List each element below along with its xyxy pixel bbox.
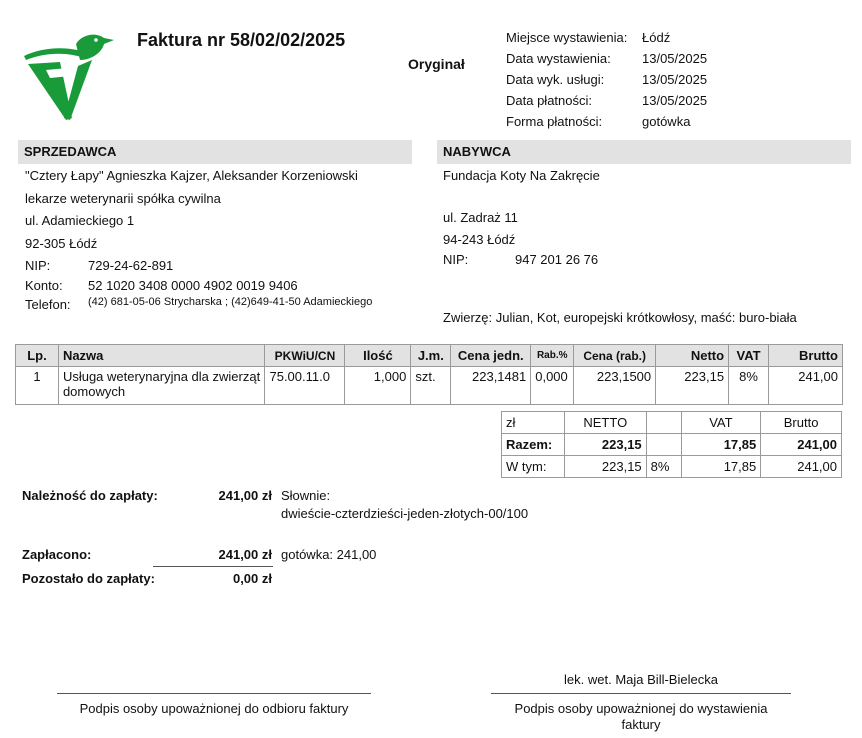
meta-row-payment-method [506, 111, 707, 132]
summary-of-net: 223,15 [564, 456, 646, 478]
items-header-row [16, 345, 843, 367]
issuer-name: lek. wet. Maja Bill-Bielecka [564, 672, 718, 687]
item-price: 223,1481 [451, 367, 531, 405]
buyer-name: Fundacja Koty Na Zakręcie [443, 168, 600, 183]
seller-street: ul. Adamieckiego 1 [25, 213, 135, 228]
issuer-signature-line [491, 693, 791, 694]
amount-words-label: Słownie: [281, 488, 331, 503]
item-discount: 0,000 [531, 367, 574, 405]
header-discount: Rab.% [531, 345, 574, 367]
receiver-signature-caption: Podpis osoby upoważnionej do odbioru faktury [79, 701, 349, 716]
company-logo [20, 30, 116, 122]
meta-value: 13/05/2025 [642, 93, 708, 108]
table-row [16, 367, 843, 405]
meta-row-issue-date [506, 48, 707, 69]
buyer-nip-label: NIP: [443, 252, 469, 267]
header-lp: Lp. [16, 345, 59, 367]
summary-header-vat: VAT [681, 412, 761, 434]
meta-label: Data płatności: [506, 93, 592, 108]
amount-due-label: Należność do zapłaty: [22, 488, 158, 503]
paid-amount: 241,00 zł [218, 547, 272, 562]
item-pkwiu: 75.00.11.0 [265, 367, 345, 405]
animal-info: Zwierzę: Julian, Kot, europejski krótkowłosy, maść: buro-biała [443, 310, 797, 325]
item-net: 223,15 [656, 367, 729, 405]
summary-of-gross: 241,00 [761, 456, 842, 478]
remaining-label: Pozostało do zapłaty: [22, 571, 155, 586]
header-name: Nazwa [58, 345, 265, 367]
header-vat: VAT [729, 345, 769, 367]
buyer-heading: NABYWCA [437, 140, 851, 164]
summary-header-row [502, 412, 842, 434]
summary-header-gross: Brutto [761, 412, 842, 434]
remaining-amount: 0,00 zł [232, 571, 272, 586]
item-name: Usługa weterynaryjna dla zwierząt domowych [58, 367, 265, 405]
issuer-signature-caption-2: faktury [621, 717, 661, 732]
meta-value: 13/05/2025 [642, 51, 708, 66]
seller-heading: SPRZEDAWCA [18, 140, 412, 164]
summary-header-net: NETTO [564, 412, 646, 434]
header-unit: J.m. [411, 345, 451, 367]
item-unit: szt. [411, 367, 451, 405]
summary-of-row [502, 456, 842, 478]
vat-summary-table [501, 411, 842, 478]
paid-method: gotówka: 241,00 [281, 547, 377, 562]
item-price-disc: 223,1500 [574, 367, 656, 405]
seller-city: 92-305 Łódź [25, 236, 98, 251]
summary-total-net: 223,15 [564, 434, 646, 456]
item-lp: 1 [16, 367, 59, 405]
amount-words: dwieście-czterdzieści-jeden-złotych-00/100 [281, 506, 529, 521]
meta-row-payment-date [506, 90, 707, 111]
meta-label: Miejsce wystawienia: [506, 30, 628, 45]
issuer-signature-caption: Podpis osoby upoważnionej do wystawienia [514, 701, 768, 716]
summary-of-vat: 17,85 [681, 456, 761, 478]
meta-label: Data wyk. usługi: [506, 72, 605, 87]
header-price: Cena jedn. [451, 345, 531, 367]
summary-of-rate: 8% [646, 456, 681, 478]
seller-name: "Cztery Łapy" Agnieszka Kajzer, Aleksander Korzeniowski [25, 168, 358, 183]
paid-label: Zapłacono: [22, 547, 92, 562]
meta-value: 13/05/2025 [642, 72, 708, 87]
seller-phone-label: Telefon: [25, 297, 71, 312]
invoice-title: Faktura nr 58/02/02/2025 [137, 30, 346, 50]
items-table [15, 344, 843, 405]
seller-account: 52 1020 3408 0000 4902 0019 9406 [88, 278, 298, 293]
item-vat: 8% [729, 367, 769, 405]
header-net: Netto [656, 345, 729, 367]
header-gross: Brutto [769, 345, 843, 367]
meta-value: gotówka [642, 114, 691, 129]
summary-header-rate [646, 412, 681, 434]
summary-currency: zł [502, 412, 565, 434]
meta-label: Forma płatności: [506, 114, 603, 129]
receiver-signature-line [57, 693, 371, 694]
meta-label: Data wystawienia: [506, 51, 611, 66]
summary-total-gross: 241,00 [761, 434, 842, 456]
amount-due: 241,00 zł [218, 488, 272, 503]
header-price-disc: Cena (rab.) [574, 345, 656, 367]
meta-value: Łódź [642, 30, 671, 45]
buyer-city: 94-243 Łódź [443, 232, 516, 247]
seller-nip: 729-24-62-891 [88, 258, 174, 273]
buyer-nip: 947 201 26 76 [515, 252, 599, 267]
summary-total-rate [646, 434, 681, 456]
header-pkwiu: PKWiU/CN [265, 345, 345, 367]
summary-total-label: Razem: [502, 434, 565, 456]
meta-row-place [506, 27, 707, 48]
invoice-meta [506, 27, 707, 132]
item-qty: 1,000 [345, 367, 411, 405]
paid-underline [153, 566, 273, 567]
copy-label: Oryginał [408, 56, 465, 72]
summary-of-label: W tym: [502, 456, 565, 478]
buyer-street: ul. Zadraż 11 [443, 210, 518, 225]
seller-name-2: lekarze weterynarii spółka cywilna [25, 191, 221, 206]
meta-row-service-date [506, 69, 707, 90]
seller-account-label: Konto: [25, 278, 63, 293]
header-qty: Ilość [345, 345, 411, 367]
seller-nip-label: NIP: [25, 258, 51, 273]
summary-total-vat: 17,85 [681, 434, 761, 456]
summary-total-row [502, 434, 842, 456]
item-gross: 241,00 [769, 367, 843, 405]
seller-phone: (42) 681-05-06 Strycharska ; (42)649-41-50 Adamieckiego [88, 296, 373, 308]
